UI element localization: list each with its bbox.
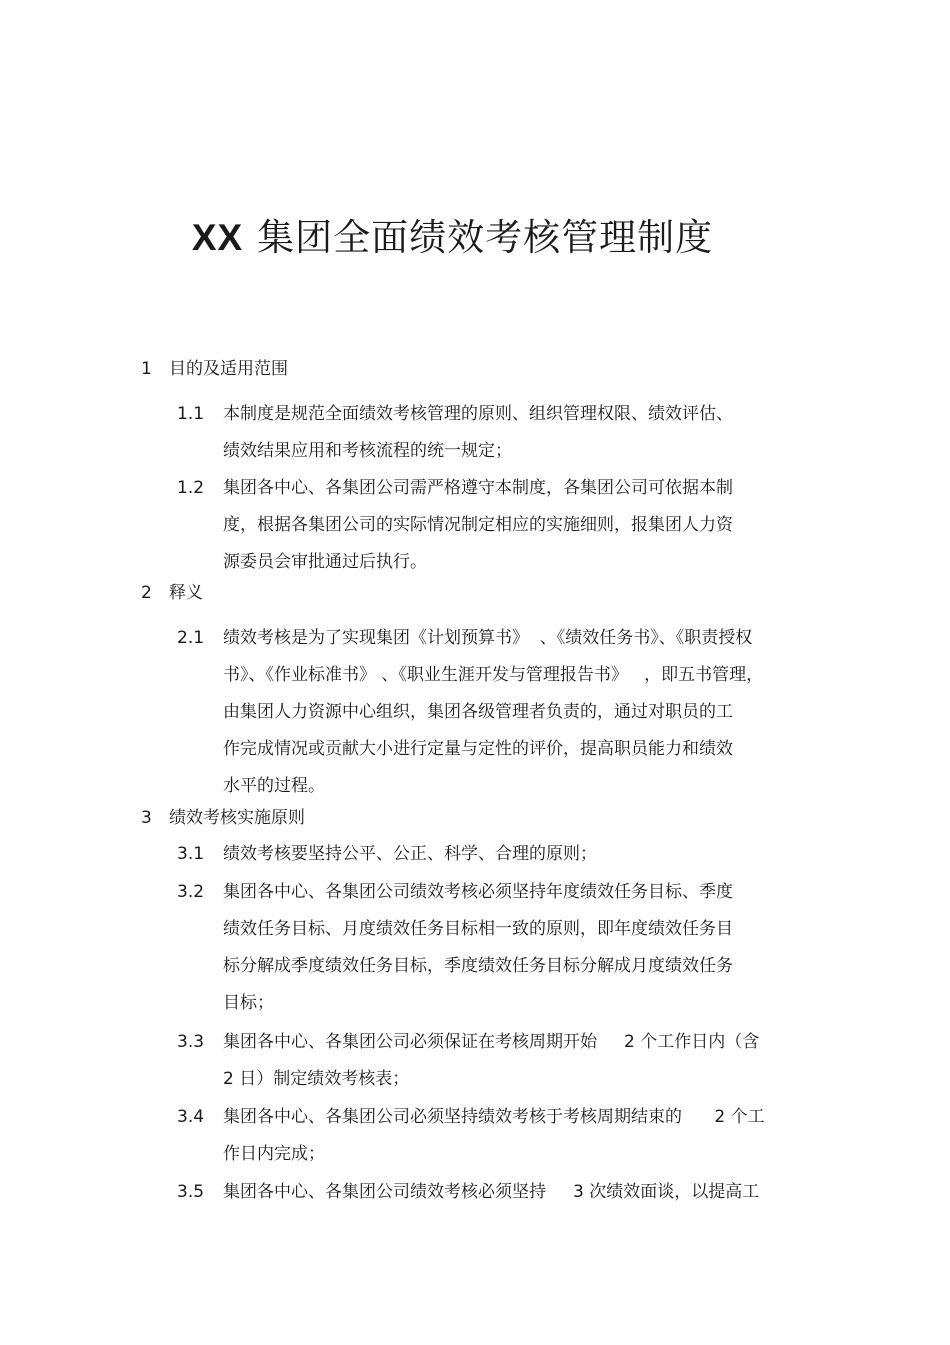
clause-number: 3.4 xyxy=(177,1107,205,1127)
clause-line: 本制度是规范全面绩效考核管理的原则、组织管理权限、绩效评估、 xyxy=(223,404,733,424)
clause-line: 源委员会审批通过后执行。 xyxy=(223,552,427,572)
clause-line: 绩效考核是为了实现集团《计划预算书》 、《绩效任务书》、《职责授权 xyxy=(223,628,753,648)
clause-number: 1.2 xyxy=(177,478,205,498)
clause-text xyxy=(223,470,733,581)
clause-text xyxy=(223,1024,759,1098)
section-title: 绩效考核实施原则 xyxy=(169,808,305,828)
clause-line: 绩效考核要坚持公平、公正、科学、合理的原则； xyxy=(223,844,597,864)
clause-line: 绩效任务目标、月度绩效任务目标相一致的原则，即年度绩效任务目 xyxy=(223,919,733,939)
clause-line: 集团各中心、各集团公司必须保证在考核周期开始 2 个工作日内（含 xyxy=(223,1032,760,1052)
clause-line: 标分解成季度绩效任务目标，季度绩效任务目标分解成月度绩效任务 xyxy=(223,956,733,976)
clause-number: 2.1 xyxy=(177,628,205,648)
section-heading xyxy=(141,806,305,830)
section-title: 释义 xyxy=(169,583,203,603)
clause-line: 由集团人力资源中心组织，集团各级管理者负责的，通过对职员的工 xyxy=(223,702,733,722)
clause-number: 3.2 xyxy=(177,882,205,902)
clause-line: 集团各中心、各集团公司绩效考核必须坚持年度绩效任务目标、季度 xyxy=(223,882,733,902)
section-number: 2 xyxy=(141,583,152,603)
document-title xyxy=(0,212,905,264)
clause-line: 集团各中心、各集团公司需严格遵守本制度，各集团公司可依据本制 xyxy=(223,478,733,498)
section-number: 3 xyxy=(141,808,152,828)
clause-line: 水平的过程。 xyxy=(223,776,325,796)
section-heading xyxy=(141,581,203,605)
clause-line: 集团各中心、各集团公司绩效考核必须坚持 3 次绩效面谈，以提高工 xyxy=(223,1182,760,1202)
clause-line: 作日内完成； xyxy=(223,1144,325,1164)
clause-line: 绩效结果应用和考核流程的统一规定； xyxy=(223,441,512,461)
clause-text xyxy=(223,1099,765,1173)
clause-number: 3.3 xyxy=(177,1032,205,1052)
clause-text xyxy=(223,874,733,1022)
clause-line: 作完成情况或贡献大小进行定量与定性的评价，提高职员能力和绩效 xyxy=(223,739,733,759)
clause-line: 度，根据各集团公司的实际情况制定相应的实施细则，报集团人力资 xyxy=(223,515,733,535)
clause-text xyxy=(223,836,597,873)
clause-number: 1.1 xyxy=(177,404,205,424)
clause-line: 书》、《作业标准书》 、《职业生涯开发与管理报告书》 ，即五书管理， xyxy=(223,665,764,685)
clause-number: 3.1 xyxy=(177,844,205,864)
title-prefix: XX xyxy=(191,217,244,258)
clause-text xyxy=(223,620,763,805)
section-number: 1 xyxy=(141,359,152,379)
clause-number: 3.5 xyxy=(177,1182,205,1202)
clause-text xyxy=(223,396,733,470)
clause-line: 目标； xyxy=(223,993,274,1013)
section-heading xyxy=(141,357,288,381)
clause-line: 2 日）制定绩效考核表； xyxy=(223,1069,410,1089)
clause-line: 集团各中心、各集团公司必须坚持绩效考核于考核周期结束的 2 个工 xyxy=(223,1107,765,1127)
section-title: 目的及适用范围 xyxy=(169,359,288,379)
title-main: 集团全面绩效考核管理制度 xyxy=(257,216,714,259)
clause-text xyxy=(223,1174,759,1211)
